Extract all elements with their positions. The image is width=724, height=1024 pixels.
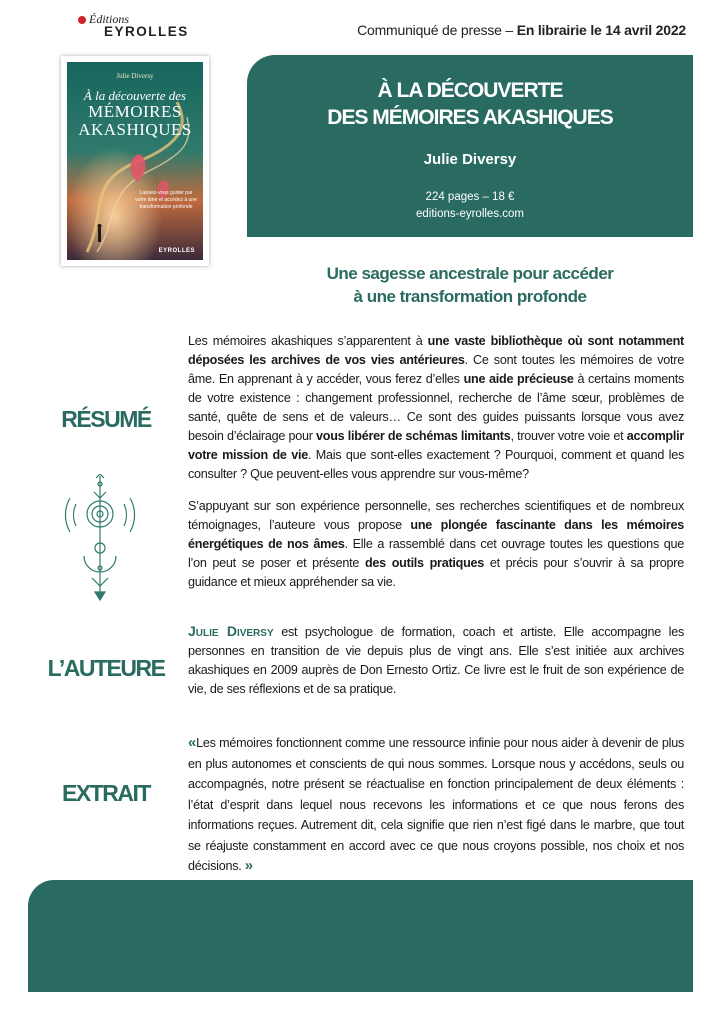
extract-paragraph (188, 733, 684, 877)
release-date: En librairie le 14 avril 2022 (516, 22, 686, 38)
cover-title-line2: MÉMOIRES (88, 102, 182, 121)
cover-subtitle: Laissez-vous guider par votre âme et accédez à une transformation profonde (135, 190, 197, 210)
close-quote: » (244, 857, 253, 874)
release-prefix: Communiqué de presse – (357, 22, 517, 38)
author-bio-text: est psychologue de formation, coach et artiste. Elle accompagne les personnes en transition de vie depuis plus de vingt ans. Elle s’est initiée aux archives akashiques en 2009 auprès de Don Ernesto Ortiz. Ce livre est le fruit de son expérience de vie, de ses réflexions et de sa pratique. (188, 625, 684, 696)
book-title (247, 77, 693, 131)
book-title-line2: DES MÉMOIRES AKASHIQUES (327, 106, 613, 129)
section-title-author: L’AUTEURE (47, 655, 165, 681)
title-panel (247, 55, 693, 237)
book-details: 224 pages – 18 € (425, 191, 515, 203)
section-title-resume: RÉSUMÉ (61, 406, 151, 432)
extract-text: Les mémoires fonctionnent comme une ressource infinie pour nous aider à devenir de plus en plus autonomes et conscients de qui nous sommes. Lorsque nous y accédons, seuls ou accompagnés, notre présent se réactualise en fonction principalement de deux éléments : l’état d’esprit dans lequel nous recevons les informations et ce que nous ferons des informations reçues. Autrement dit, cela signifie que rien n’est figé dans le marbre, que tout se réajuste constamment en accord avec ce que nous croyons possible, nos choix et nos décisions. (188, 736, 684, 873)
tagline-line2: à une transformation profonde (353, 287, 587, 306)
cover-title-line3: AKASHIQUES (78, 120, 192, 139)
author-name: Julie Diversy (188, 623, 274, 639)
book-website: editions-eyrolles.com (415, 208, 524, 220)
release-line (357, 22, 686, 38)
tagline-line1: Une sagesse ancestrale pour accéder (326, 264, 614, 283)
resume-paragraph-1: Les mémoires akashiques s’apparentent à une vaste bibliothèque où sont notamment déposées les archives de vos vies antérieures. Ce sont toutes les mémoires de votre âme. En apprenant à y accéder, vous ferez d’elles une aide précieuse à certains moments de votre existence : changement professionnel, recherche de l’âme sœur, problèmes de santé, quête de sens et de valeurs… Ce sont des guides puissants lorsque vous avez besoin d’éclairage pour vous libérer de schémas limitants, trouver votre voie et accomplir votre mission de vie. Mais que sont-elles exactement ? Pourquoi, comment et quand les consulter ? Que peuvent-elles vous apprendre sur vous-même? (188, 334, 685, 481)
resume-paragraph-2: S’appuyant sur son expérience personnelle, ses recherches scientifiques et de nombreux témoignages, l’auteure vous propose une plongée fascinante dans les mémoires énergétiques de nos âmes. Elle a rassemblé dans cet ouvrage toutes les questions que l’on peut se poser et présente des outils pratiques et précis pour s’ouvrir à sa propre guidance et mieux appréhender sa vie. (188, 499, 685, 589)
book-cover-art (67, 62, 203, 260)
open-quote: « (188, 734, 197, 751)
book-author: Julie Diversy (423, 151, 517, 168)
moon-compass-icon (62, 474, 138, 608)
author-paragraph (188, 622, 684, 699)
book-meta (247, 189, 693, 223)
footer-band (28, 880, 693, 992)
logo-small-text: Éditions (89, 12, 130, 26)
logo-big-text: EYROLLES (104, 24, 189, 39)
logo-dot-icon (78, 16, 86, 24)
cover-title-line1: À la découverte des (83, 88, 187, 103)
book-cover (61, 56, 209, 266)
cover-publisher: EYROLLES (158, 248, 195, 254)
publisher-logo (76, 12, 189, 42)
section-title-extract: EXTRAIT (62, 780, 150, 806)
cover-author: Julie Diversy (116, 72, 154, 80)
book-title-line1: À LA DÉCOUVERTE (377, 79, 563, 102)
tagline (260, 262, 680, 308)
